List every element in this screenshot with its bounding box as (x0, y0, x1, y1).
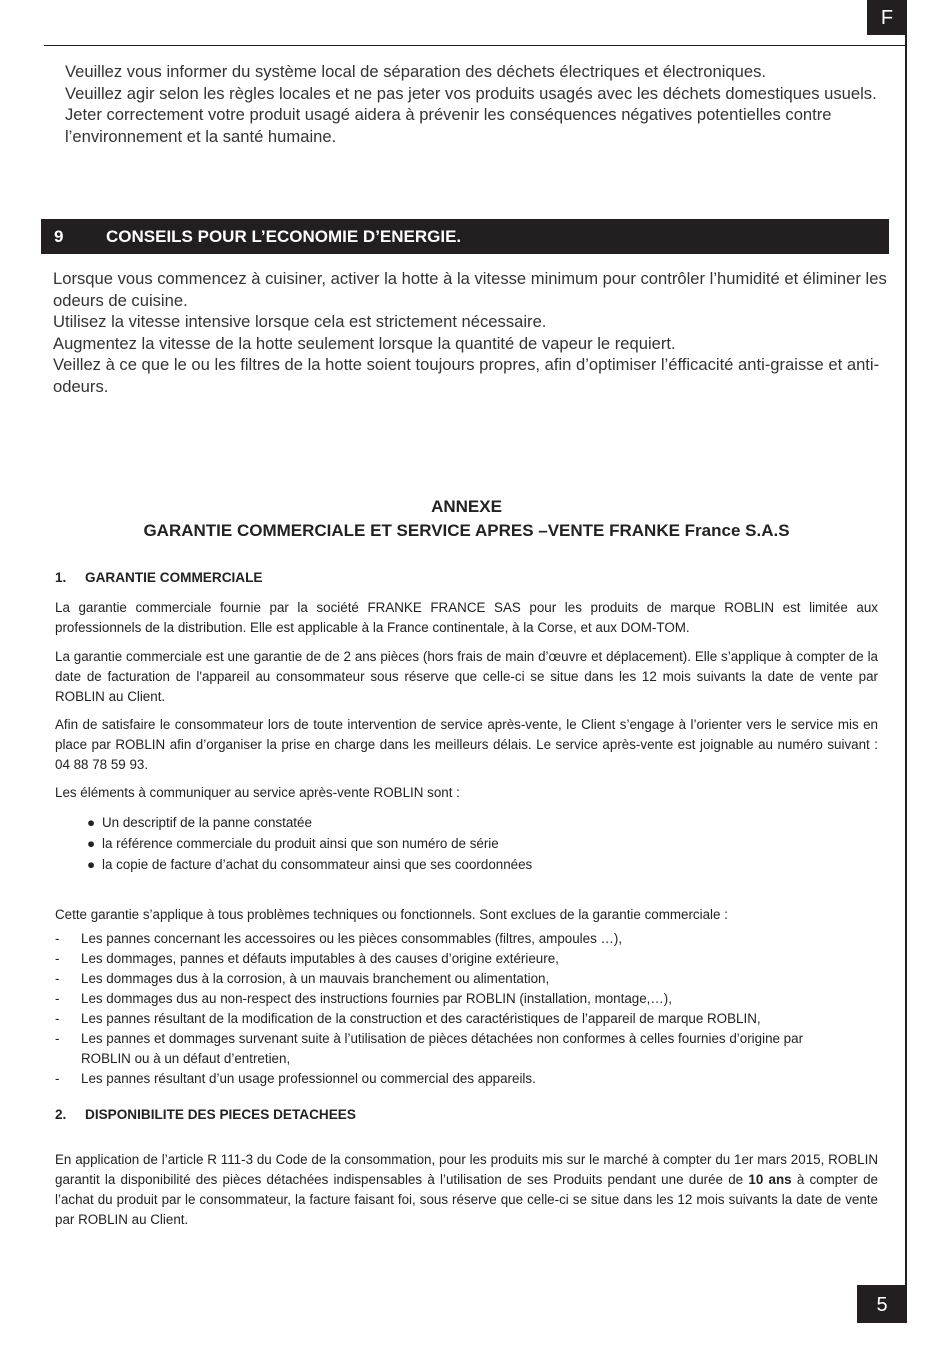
heading-number: 2. (55, 1107, 67, 1122)
disponibilite-paragraph (55, 1150, 878, 1230)
section-9-header (41, 219, 889, 254)
bullet-icon: ● (87, 836, 96, 851)
garantie-heading (55, 568, 878, 588)
bullet-icon: ● (87, 857, 96, 872)
list-item (55, 949, 878, 969)
energy-tip: Augmentez la vitesse de la hotte seulement lorsque la quantité de vapeur le requiert. (53, 333, 676, 353)
dash-icon: - (55, 971, 60, 986)
energy-tip: Veillez à ce que le ou les filtres de la hotte soient toujours propres, afin d’optimiser l’éfficacité anti-graisse et anti-odeurs. (53, 355, 880, 396)
energy-tips (53, 268, 893, 398)
garantie-paragraph-5 (55, 905, 878, 925)
list-item-text: Les pannes et dommages survenant suite à l’utilisation de pièces détachées non conformes à celles fournies d’origine par ROBLIN ou à un défaut d’entretien, (81, 1031, 804, 1066)
list-item (55, 929, 878, 949)
heading-number: 1. (55, 570, 67, 585)
list-item (55, 1029, 878, 1069)
paragraph-text: En application de l’article R 111-3 du Code de la consommation, pour les produits mis sur le marché à compter du 1er mars 2015, ROBLIN garantit la disponibilité des pièces détachées indispensables à l’utilisation de ses Produits pendant une durée de (55, 1152, 878, 1187)
dash-icon: - (55, 951, 60, 966)
list-item (55, 969, 878, 989)
paragraph-text: La garantie commerciale est une garantie de de 2 ans pièces (hors frais de main d’œuvre et déplacement). Elle s’applique à compter de la date de facturation de l'appareil au consommateur sous réserve que celle-ci se situe dans les 12 mois suivants la date de vente par ROBLIN au Client. (55, 649, 878, 704)
list-item-text: Les pannes résultant d’un usage professionnel ou commercial des appareils. (81, 1071, 536, 1086)
paragraph-text: La garantie commerciale fournie par la société FRANKE FRANCE SAS pour les produits de marque ROBLIN est limitée aux professionnels de la distribution. Elle est applicable à la France continentale, à la Corse, et aux DOM-TOM. (55, 600, 878, 635)
dash-icon: - (55, 931, 60, 946)
list-item-text: Les dommages, pannes et défauts imputables à des causes d’origine extérieure, (81, 951, 559, 966)
paragraph-text: à compter de l’achat du produit par le consommateur, la facture faisant foi, sous réserve que celle-ci se situe dans les 12 mois suivants la date de vente par ROBLIN au Client. (55, 1172, 878, 1227)
language-tab: F (867, 0, 907, 35)
sav-elements-list (55, 812, 878, 875)
annexe-heading (55, 495, 878, 543)
annexe-subtitle: GARANTIE COMMERCIALE ET SERVICE APRES –VENTE FRANKE France S.A.S (143, 521, 790, 540)
top-rule (44, 45, 906, 46)
bullet-icon: ● (87, 815, 96, 830)
list-item (55, 989, 878, 1009)
garantie-paragraph-1 (55, 598, 878, 638)
side-rule (905, 35, 907, 1285)
list-item (55, 1069, 878, 1089)
garantie-paragraph-2 (55, 647, 878, 707)
list-item-text: Les dommages dus au non-respect des instructions fournies par ROBLIN (installation, montage,…), (81, 991, 672, 1006)
dash-icon: - (55, 1031, 60, 1046)
duration-emphasis: 10 ans (748, 1172, 792, 1187)
intro-line: Veuillez agir selon les règles locales et ne pas jeter vos produits usagés avec les déchets domestiques usuels. Jeter correctement votre produit usagé aidera à prévenir les conséquences négatives potentielles contre l’environnement et la santé humaine. (65, 83, 877, 146)
list-item-text: Les pannes résultant de la modification de la construction et des caractéristiques de l’appareil de marque ROBLIN, (81, 1011, 761, 1026)
list-item-text: Les dommages dus à la corrosion, à un mauvais branchement ou alimentation, (81, 971, 550, 986)
garantie-paragraph-3 (55, 715, 878, 775)
list-item (55, 833, 878, 854)
energy-tip: Utilisez la vitesse intensive lorsque cela est strictement nécessaire. (53, 312, 547, 332)
section-title: CONSEILS POUR L’ECONOMIE D’ENERGIE. (106, 227, 462, 246)
paragraph-text: Les éléments à communiquer au service après-vente ROBLIN sont : (55, 785, 460, 800)
heading-text: GARANTIE COMMERCIALE (85, 570, 263, 585)
dash-icon: - (55, 991, 60, 1006)
dash-icon: - (55, 1071, 60, 1086)
list-item-text: Les pannes concernant les accessoires ou les pièces consommables (filtres, ampoules …), (81, 931, 623, 946)
list-item-text: Un descriptif de la panne constatée (102, 815, 312, 830)
heading-text: DISPONIBILITE DES PIECES DETACHEES (85, 1107, 356, 1122)
list-item-text: la référence commerciale du produit ainsi que son numéro de série (102, 836, 499, 851)
paragraph-text: Afin de satisfaire le consommateur lors de toute intervention de service après-vente, le Client s’engage à l’orienter vers le service mis en place par ROBLIN afin d’organiser la prise en charge dans les meilleurs délais. Le service après-vente est joignable au numéro suivant : 04 88 78 59 93. (55, 717, 878, 772)
list-item (55, 1009, 878, 1029)
intro-line: Veuillez vous informer du système local de séparation des déchets électriques et électroniques. (65, 62, 767, 81)
paragraph-text: Cette garantie s’applique à tous problèmes techniques ou fonctionnels. Sont exclues de la garantie commerciale : (55, 907, 728, 922)
list-item-text: la copie de facture d’achat du consommateur ainsi que ses coordonnées (102, 857, 533, 872)
page-number: 5 (857, 1285, 907, 1323)
annexe-title: ANNEXE (431, 497, 502, 516)
section-number: 9 (54, 227, 64, 246)
dash-icon: - (55, 1011, 60, 1026)
garantie-paragraph-4 (55, 783, 878, 803)
list-item (55, 812, 878, 833)
energy-tip: Lorsque vous commencez à cuisiner, activer la hotte à la vitesse minimum pour contrôler l’humidité et éliminer les odeurs de cuisine. (53, 269, 887, 310)
list-item (55, 854, 878, 875)
disponibilite-heading (55, 1105, 878, 1125)
exclusions-list (55, 929, 878, 1089)
intro-text (65, 61, 905, 147)
